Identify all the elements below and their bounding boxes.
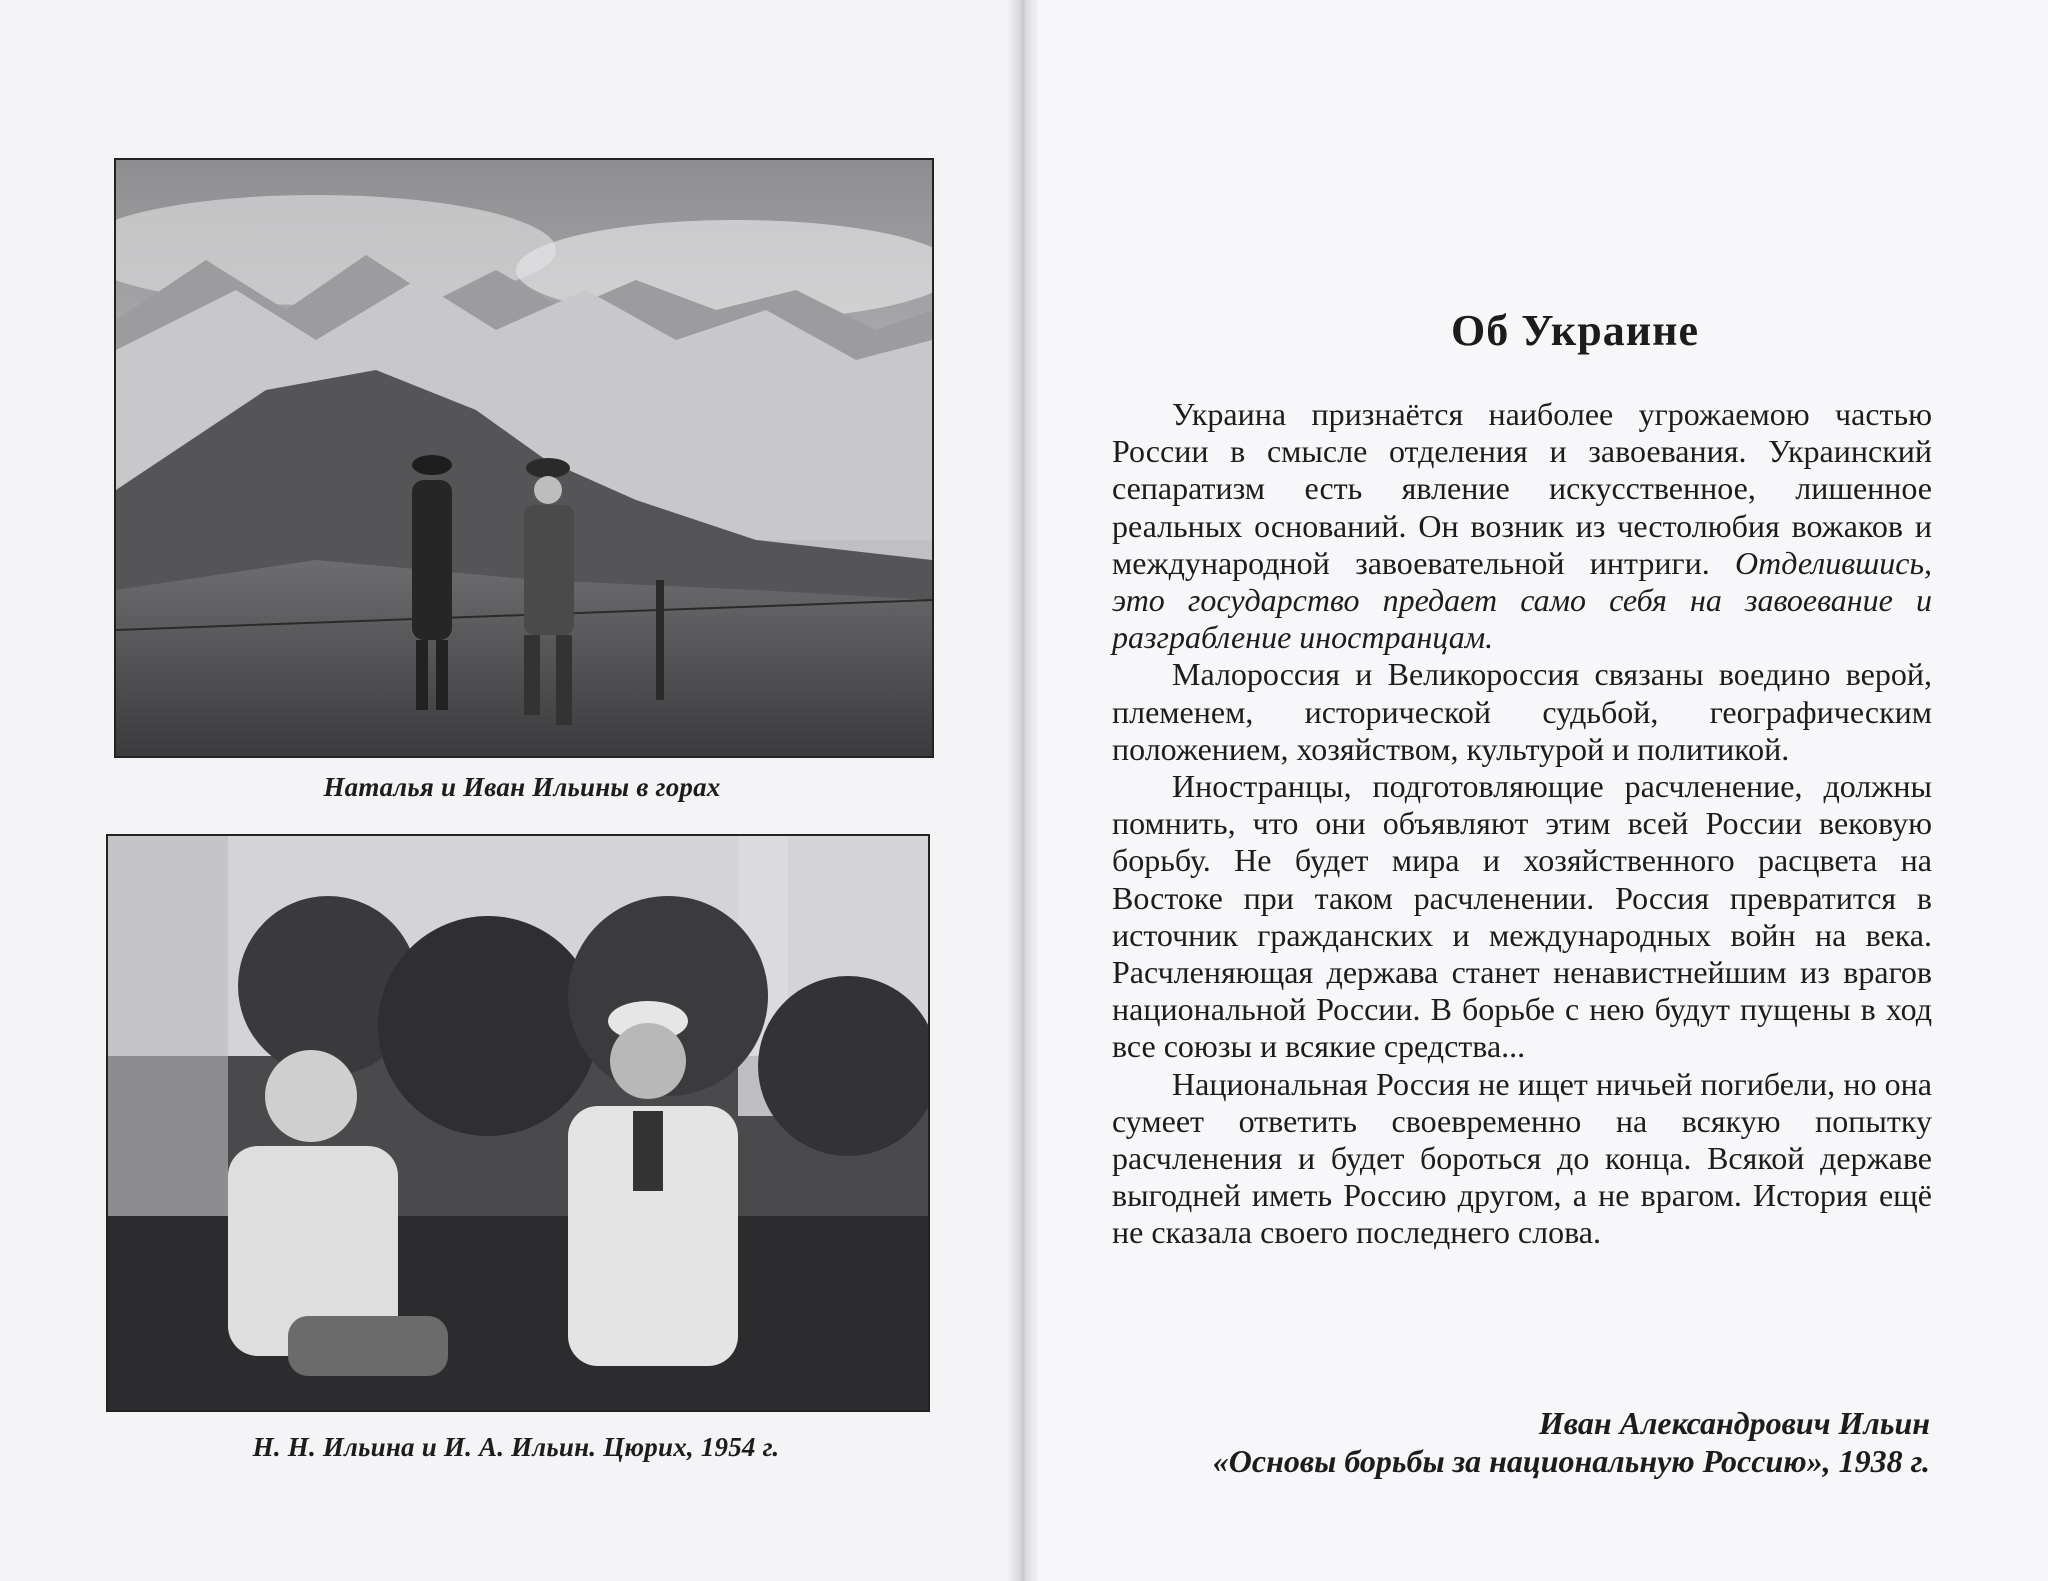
book-gutter — [1008, 0, 1038, 1581]
paragraph-4: Национальная Россия не ищет ничьей погибели, но она сумеет ответить своевременно на всякую попытку расчленения и будет бороться до конца. Всякой державе выгодней иметь Россию другом, а не врагом. История ещё не сказала своего последнего слова. — [1112, 1065, 1932, 1251]
article-body — [1112, 396, 1932, 1252]
paragraph-3: Иностранцы, подготовляющие расчленение, должны помнить, что они объявляют этим всей России вековую борьбу. Не будет мира и хозяйственного расцвета на Востоке при таком расчленении. Россия превратится в источник гражданских и международных войн на века. Расчленяющая держава станет ненавистнейшим из врагов национальной России. В борьбе с нею будут пущены в ход все союзы и всякие средства... — [1112, 768, 1932, 1065]
signature-source: «Основы борьбы за национальную Россию», 1938 г. — [1212, 1443, 1930, 1479]
photo2-caption: Н. Н. Ильина и И. А. Ильин. Цюрих, 1954 г. — [252, 1432, 780, 1462]
article-title: Об Украине — [1451, 306, 1699, 355]
paragraph-1 — [1112, 396, 1932, 656]
photo-mountains — [114, 158, 934, 758]
paragraph-1-text: Украина признаётся наиболее угрожаемою частью России в смысле отделения и завоевания. Украинский сепаратизм есть явление искусственное, лишенное реальных оснований. Он возник из честолюбия вожаков и международной завоевательной интриги. — [1112, 396, 1932, 581]
signature-author: Иван Александрович Ильин — [1538, 1405, 1930, 1441]
photo-couple-zurich — [106, 834, 930, 1412]
photo1-caption: Наталья и Иван Ильины в горах — [323, 772, 721, 802]
signature — [1100, 1404, 1930, 1480]
paragraph-1-italic: Отделившись, это государство предает само себя на завоевание и разграбление иностранцам. — [1112, 544, 1932, 656]
paragraph-2: Малороссия и Великороссия связаны воедино верой, племенем, исторической судьбой, географическим положением, хозяйством, культурой и политикой. — [1112, 656, 1932, 767]
